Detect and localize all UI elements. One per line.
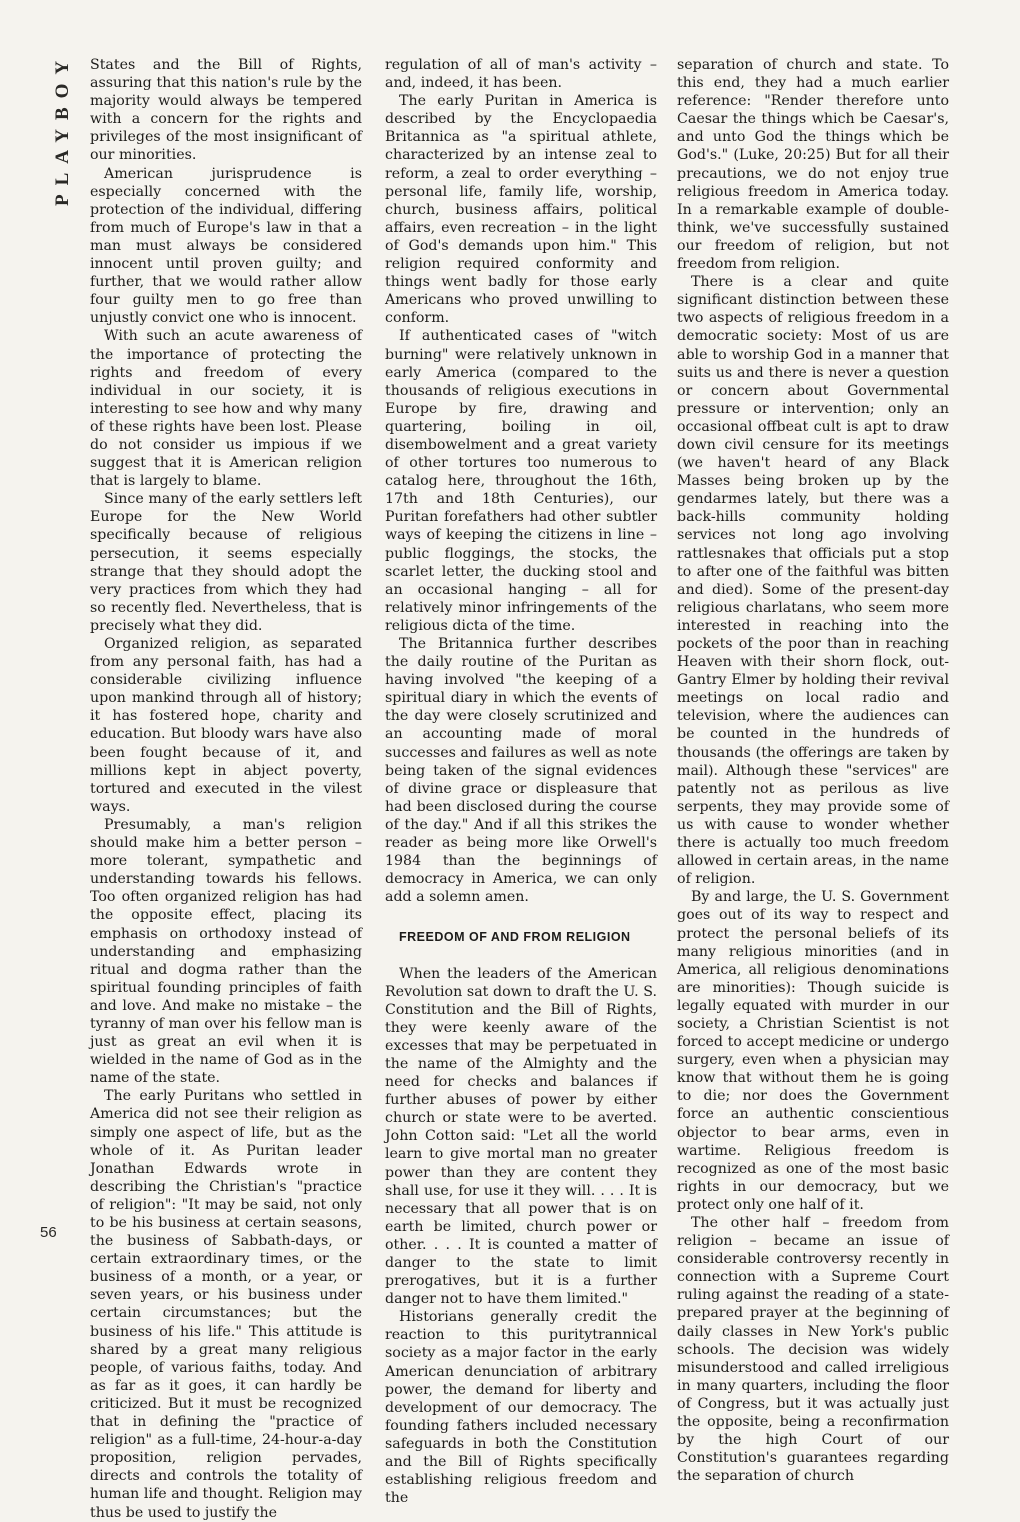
paragraph: The early Puritans who settled in America did not see their religion as simply one aspect of life, but as the whole of it. As Puritan leader Jonathan Edwards wrote in describing the Christian's "practice of religion": "It may be said, not only to be his business at certain seasons, the business of Sabbath-days, or certain extraordinary times, or the business of a month, or a year, or seven years, or his business under certain circumstances; but the business of his life." This attitude is shared by a great many religious people, of various faiths, today. And as far as it goes, it can hardly be criticized. But it must be recognized that in defining the "practice of religion" as a full-time, 24-hour-a-day proposition, religion pervades, directs and controls the totality of human life and thought. Religion may thus be used to justify the: [90, 1088, 362, 1521]
section-heading: FREEDOM OF AND FROM RELIGION: [399, 930, 631, 945]
paragraph: Since many of the early settlers left Europe for the New World specifically because of religious persecution, it seems especially strange that they should adopt the very practices from which they had so recently fled. Nevertheless, that is precisely what they did.: [90, 491, 362, 634]
paragraph: By and large, the U. S. Government goes out of its way to respect and protect the personal beliefs of its many religious minorities (and in America, all religious denominations are minorities): Though suicide is legally equated with murder in our society, a Christian Scientist is not forced to accept medicine or undergo surgery, even when a physician may know that without them he is going to die; nor does the Government force an authentic conscientious objector to bear arms, even in wartime. Religious freedom is recognized as one of the most basic rights in our democracy, but we protect only one half of it.: [677, 889, 949, 1213]
magazine-title: PLAYBOY: [52, 51, 73, 206]
paragraph: American jurisprudence is especially concerned with the protection of the individual, differing from much of Europe's law in that a man must always be considered innocent until proven guilty; and further, that we would rather allow four guilty men to go free than unjustly convict one who is innocent.: [90, 165, 362, 327]
paragraph: If authenticated cases of "witch burning" were relatively unknown in early America (compared to the thousands of religious executions in Europe by fire, drawing and quartering, boiling in oil, disembowelment and a great variety of other tortures too numerous to catalog here, throughout the 16th, 17th and 18th Centuries), our Puritan forefathers had other subtler ways of keeping the citizens in line – public floggings, the stocks, the scarlet letter, the ducking stool and an occasional hanging – all for relatively minor infringements of the religious dicta of the time.: [385, 328, 657, 634]
paragraph: regulation of all of man's activity – and, indeed, it has been.: [385, 57, 657, 92]
paragraph: Presumably, a man's religion should make him a better person – more tolerant, sympathetic and understanding towards his fellows. Too often organized religion has had the opposite effect, placing its emphasis on orthodoxy instead of understanding and emphasizing ritual and dogma rather than the spiritual founding principles of faith and love. And make no mistake – the tyranny of man over his fellow man is just as great an evil when it is wielded in the name of God as in the name of the state.: [90, 816, 362, 1087]
page-number: 56: [40, 1224, 57, 1241]
paragraph: The other half – freedom from religion – became an issue of considerable controversy recently in connection with a Supreme Court ruling against the reading of a state-prepared prayer at the beginning of daily classes in New York's public schools. The decision was widely misunderstood and called irreligious in many quarters, including the floor of Congress, but it was actually just the opposite, being a reconfirmation by the high Court of our Constitution's guarantees regarding the separation of church: [677, 1215, 949, 1485]
paragraph: Historians generally credit the reaction to this puritytrannical society as a major factor in the early American denunciation of arbitrary power, the demand for liberty and development of our democracy. The founding fathers included necessary safeguards in both the Constitution and the Bill of Rights specifically establishing religious freedom and the: [385, 1309, 657, 1507]
text-column-1: [90, 56, 362, 1521]
paragraph: States and the Bill of Rights, assuring that this nation's rule by the majority would always be tempered with a concern for the rights and privileges of the most insignificant of our minorities.: [90, 57, 362, 164]
paragraph: When the leaders of the American Revolution sat down to draft the U. S. Constitution and the Bill of Rights, they were keenly aware of the excesses that may be perpetuated in the name of the Almighty and the need for checks and balances if further abuses of power by either church or state were to be averted. John Cotton said: "Let all the world learn to give mortal man no greater power than they are content they shall use, for use it they will. . . . It is necessary that all power that is on earth be limited, church power or other. . . . It is counted a matter of danger to the state to limit prerogatives, but it is a further danger not to have them limited.": [385, 965, 657, 1308]
paragraph: The Britannica further describes the daily routine of the Puritan as having involved "the keeping of a spiritual diary in which the events of the day were closely scrutinized and an accounting made of moral successes and failures as well as note being taken of the signal evidences of divine grace or displeasure that had been disclosed during the course of the day." And if all this strikes the reader as being more like Orwell's 1984 than the beginnings of democracy in America, we can only add a solemn amen.: [385, 636, 657, 906]
paragraph: There is a clear and quite significant distinction between these two aspects of religious freedom in a democratic society: Most of us are able to worship God in a manner that suits us and there is never a question or concern about Governmental pressure or intervention; only an occasional offbeat cult is apt to draw down civil censure for its meetings (we haven't heard of any Black Masses being broken up by the gendarmes lately, but there was a back-hills community holding services not long ago involving rattlesnakes that officials put a stop to after one of the faithful was bitten and died). Some of the present-day religious charlatans, who seem more interested in reaching into the pockets of the poor than in reaching Heaven with their shorn flock, out-Gantry Elmer by holding their revival meetings on local radio and television, where the audiences can be counted in the hundreds of thousands (the offerings are taken by mail). Although these "services" are patently not as perilous as live serpents, they may provide some of us with cause to wonder whether there is actually too much freedom allowed in certain areas, in the name of religion.: [677, 274, 949, 888]
paragraph: Organized religion, as separated from any personal faith, has had a considerable civilizing influence upon mankind through all of history; it has fostered hope, charity and education. But bloody wars have also been fought because of it, and millions kept in abject poverty, tortured and executed in the vilest ways.: [90, 636, 362, 815]
text-column-2: [385, 56, 657, 1507]
paragraph: With such an acute awareness of the importance of protecting the rights and freedom of every individual in our society, it is interesting to see how and why many of these rights have been lost. Please do not consider us impious if we suggest that it is American religion that is largely to blame.: [90, 328, 362, 490]
paragraph: separation of church and state. To this end, they had a much earlier reference: "Render therefore unto Caesar the things which be Caesar's, and unto God the things which be God's." (Luke, 20:25) But for all their precautions, we do not enjoy true religious freedom in America today. In a remarkable example of double-think, we've successfully sustained our freedom of religion, but not freedom from religion.: [677, 57, 949, 273]
paragraph: The early Puritan in America is described by the Encyclopaedia Britannica as "a spiritual athlete, characterized by an intense zeal to reform, a zeal to order everything – personal life, family life, worship, church, business affairs, political affairs, even recreation – in the light of God's demands upon him." This religion required conformity and things went badly for those early Americans who proved unwilling to conform.: [385, 93, 657, 327]
text-column-3: [677, 56, 949, 1485]
